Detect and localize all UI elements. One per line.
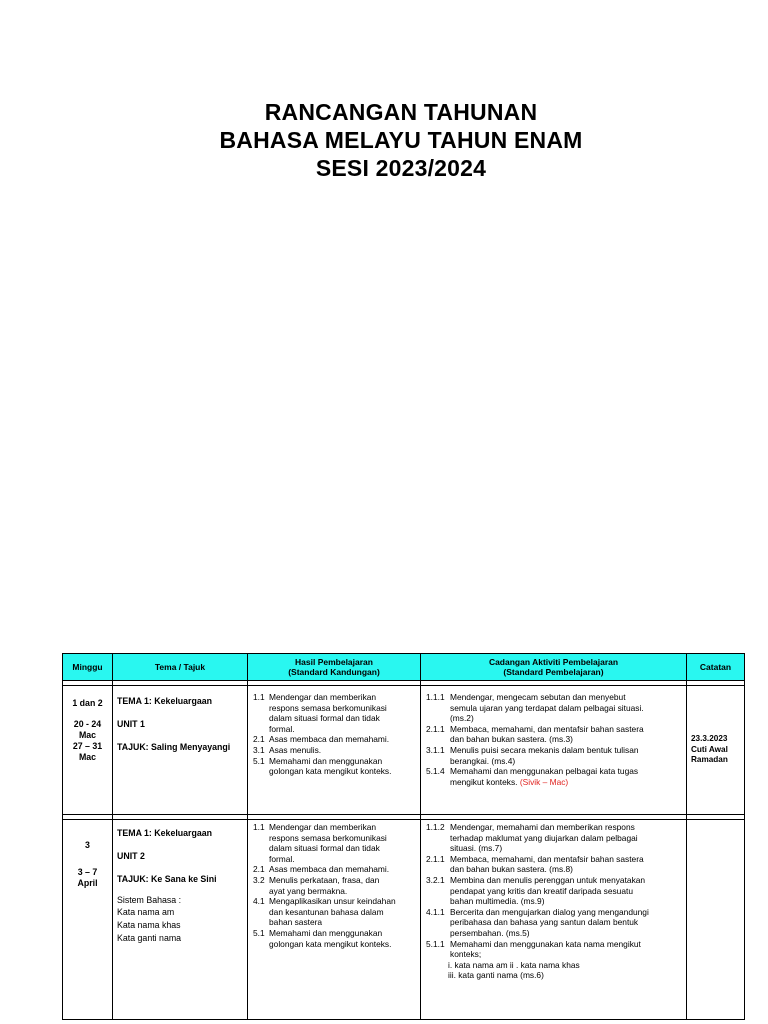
item-text-line: dan bahan bukan sastera. (ms.8) xyxy=(450,864,573,875)
unit-label: UNIT 1 xyxy=(117,719,145,729)
item-number: 3.1 xyxy=(253,744,265,755)
week-number: 1 dan 2 xyxy=(72,698,103,708)
document-title xyxy=(0,98,768,182)
week-cell xyxy=(63,686,113,815)
item-number: 2.1.1 xyxy=(426,723,445,734)
item-number: 3.2.1 xyxy=(426,874,445,885)
header-tema: Tema / Tajuk xyxy=(113,654,248,681)
item-number: 1.1 xyxy=(253,692,265,702)
title-line-3: SESI 2023/2024 xyxy=(315,155,487,181)
item-text-line: bahan multimedia. (ms.9) xyxy=(450,896,545,907)
item-text-line: formal. xyxy=(269,723,295,734)
catatan-note xyxy=(687,686,744,766)
cadangan-item xyxy=(426,854,682,875)
tema-cell xyxy=(113,820,248,1020)
week-cell xyxy=(63,820,113,1020)
cadangan-item xyxy=(426,692,682,724)
item-text-line: Mendengar, mengecam sebutan dan menyebut xyxy=(450,692,626,702)
table-header-row xyxy=(63,654,745,681)
date-line: Mac xyxy=(78,752,97,762)
item-text-line: Mendengar dan memberikan xyxy=(269,692,377,702)
item-text-line: Memahami dan menggunakan kata nama mengikut xyxy=(450,938,641,949)
item-text-line: Bercerita dan mengujarkan dialog yang mengandungi xyxy=(450,906,649,917)
header-minggu: Minggu xyxy=(63,654,113,681)
highlight-note: (Sivik – Mac) xyxy=(519,776,569,787)
hasil-item xyxy=(253,875,416,896)
cadangan-sub-items xyxy=(421,960,686,981)
header-cadangan-line1: Cadangan Aktiviti Pembelajaran xyxy=(488,657,619,667)
item-text-line: dan kesantunan bahasa dalam xyxy=(269,906,384,917)
item-number: 5.1.4 xyxy=(426,766,445,777)
catatan-line: Ramadan xyxy=(691,755,728,764)
date-line: 20 - 24 xyxy=(73,719,102,729)
item-text-line: formal. xyxy=(269,853,295,864)
item-number: 2.1 xyxy=(253,864,265,875)
item-number: 4.1 xyxy=(253,896,265,907)
item-number: 1.1.2 xyxy=(426,822,445,832)
item-text-line: terhadap maklumat yang diujarkan dalam pelbagai xyxy=(450,832,638,843)
annual-plan-table xyxy=(62,653,745,1020)
hasil-item xyxy=(253,745,416,756)
item-number: 1.1.1 xyxy=(426,692,445,702)
hasil-item xyxy=(253,734,416,745)
header-cadangan-line2: (Standard Pembelajaran) xyxy=(503,667,604,677)
catatan-cell xyxy=(687,686,745,815)
item-text-line: konteks; xyxy=(450,949,482,960)
catatan-line: 23.3.2023 xyxy=(691,734,728,743)
item-text-line: Asas menulis. xyxy=(269,744,322,755)
item-text-line: situasi. (ms.7) xyxy=(450,843,503,854)
tema-label: TEMA 1: Kekeluargaan xyxy=(117,828,213,838)
date-line: 27 – 31 xyxy=(72,741,103,751)
cadangan-cell xyxy=(421,820,687,1020)
hasil-cell xyxy=(248,820,421,1020)
catatan-line: Cuti Awal xyxy=(691,744,728,754)
header-catatan: Catatan xyxy=(687,654,745,681)
item-text-line: bahan sastera xyxy=(269,917,323,928)
cadangan-item xyxy=(426,875,682,907)
unit-label: UNIT 2 xyxy=(117,851,145,861)
date-line: Mac xyxy=(78,730,97,740)
sistem-item: Kata nama khas xyxy=(117,920,181,930)
item-text-line: Asas membaca dan memahami. xyxy=(269,734,390,745)
cadangan-item xyxy=(426,745,682,766)
item-text-line: Menulis perkataan, frasa, dan xyxy=(269,874,380,885)
date-line: 3 – 7 xyxy=(77,867,98,877)
item-text-line: Mengaplikasikan unsur keindahan xyxy=(269,896,396,907)
item-text-line: Memahami dan menggunakan xyxy=(269,927,383,938)
hasil-item xyxy=(253,692,416,734)
item-text-line: golongan kata mengikut konteks. xyxy=(269,938,392,949)
item-text-line: ayat yang bermakna. xyxy=(269,885,348,896)
title-line-1: RANCANGAN TAHUNAN xyxy=(264,99,538,125)
item-number: 2.1 xyxy=(253,734,265,745)
cadangan-item xyxy=(426,724,682,745)
item-text-line: peribahasa dan bahasa yang santun dalam bentuk xyxy=(450,917,639,928)
sistem-bahasa-label: Sistem Bahasa : xyxy=(117,895,182,905)
header-cadangan xyxy=(421,654,687,681)
item-text-line: Membaca, memahami, dan mentafsir bahan sastera xyxy=(450,723,644,734)
header-hasil-line1: Hasil Pembelajaran xyxy=(295,657,373,667)
item-text-line: berangkai. (ms.4) xyxy=(450,755,516,766)
sistem-item: Kata ganti nama xyxy=(117,933,182,943)
hasil-item xyxy=(253,928,416,949)
item-number: 4.1.1 xyxy=(426,906,445,917)
cadangan-item xyxy=(426,939,682,960)
header-hasil-line2: (Standard Kandungan) xyxy=(288,667,380,677)
cadangan-item xyxy=(426,766,682,787)
item-number: 5.1.1 xyxy=(426,938,445,949)
item-number: 5.1 xyxy=(253,755,265,766)
item-text-line: Membaca, memahami, dan mentafsir bahan sastera xyxy=(450,853,644,864)
hasil-cell xyxy=(248,686,421,815)
item-number: 3.1.1 xyxy=(426,744,445,755)
hasil-list xyxy=(248,686,420,777)
item-text-line: Menulis puisi secara mekanis dalam bentuk tulisan xyxy=(450,744,639,755)
sub-item: iii. kata ganti nama (ms.6) xyxy=(448,970,544,981)
item-text-line: Membina dan menulis perenggan untuk menyatakan xyxy=(450,874,646,885)
header-hasil xyxy=(248,654,421,681)
week-dates xyxy=(63,867,112,889)
tema-cell xyxy=(113,686,248,815)
item-text-line: Asas membaca dan memahami. xyxy=(269,864,390,875)
item-number: 1.1 xyxy=(253,822,265,832)
item-text-line: respons semasa berkomunikasi xyxy=(269,832,387,843)
item-text: mengikut konteks. xyxy=(450,776,518,787)
catatan-cell xyxy=(687,820,745,1020)
item-text-line: golongan kata mengikut konteks. xyxy=(269,766,392,777)
cadangan-cell xyxy=(421,686,687,815)
hasil-item xyxy=(253,864,416,875)
item-text-line: respons semasa berkomunikasi xyxy=(269,702,387,713)
tajuk-label: TAJUK: Saling Menyayangi xyxy=(117,742,231,752)
cadangan-item xyxy=(426,907,682,939)
cadangan-list xyxy=(421,820,686,960)
item-text-line: dalam situasi formal dan tidak xyxy=(269,843,380,854)
item-number: 2.1.1 xyxy=(426,853,445,864)
item-number: 5.1 xyxy=(253,927,265,938)
item-text-line xyxy=(450,777,682,788)
item-text-line: Mendengar, memahami dan memberikan respons xyxy=(450,822,635,832)
cadangan-item xyxy=(426,822,682,854)
tema-label: TEMA 1: Kekeluargaan xyxy=(117,696,213,706)
item-text-line: pendapat yang kritis dan kreatif daripada sesuatu xyxy=(450,885,633,896)
item-text-line: (ms.2) xyxy=(450,713,474,724)
hasil-item xyxy=(253,896,416,928)
hasil-item xyxy=(253,822,416,864)
week-number: 3 xyxy=(85,840,90,850)
item-number: 3.2 xyxy=(253,874,265,885)
title-line-2: BAHASA MELAYU TAHUN ENAM xyxy=(219,127,583,153)
item-text-line: Mendengar dan memberikan xyxy=(269,822,377,832)
date-line: April xyxy=(77,878,98,888)
hasil-item xyxy=(253,756,416,777)
week-dates xyxy=(63,719,112,763)
sistem-item: Kata nama am xyxy=(117,907,175,917)
table-row xyxy=(63,820,745,1020)
sub-item: i. kata nama am ii . kata nama khas xyxy=(448,959,580,970)
item-text-line: Memahami dan menggunakan pelbagai kata tugas xyxy=(450,766,639,777)
item-text-line: persembahan. (ms.5) xyxy=(450,927,530,938)
item-text-line: Memahami dan menggunakan xyxy=(269,755,383,766)
hasil-list xyxy=(248,820,420,949)
cadangan-list xyxy=(421,686,686,787)
item-text-line: dan bahan bukan sastera. (ms.3) xyxy=(450,734,573,745)
item-text-line: semula ujaran yang terdapat dalam pelbagai situasi. xyxy=(450,702,644,713)
item-text-line: dalam situasi formal dan tidak xyxy=(269,713,380,724)
table-row xyxy=(63,686,745,815)
tajuk-label: TAJUK: Ke Sana ke Sini xyxy=(117,874,217,884)
